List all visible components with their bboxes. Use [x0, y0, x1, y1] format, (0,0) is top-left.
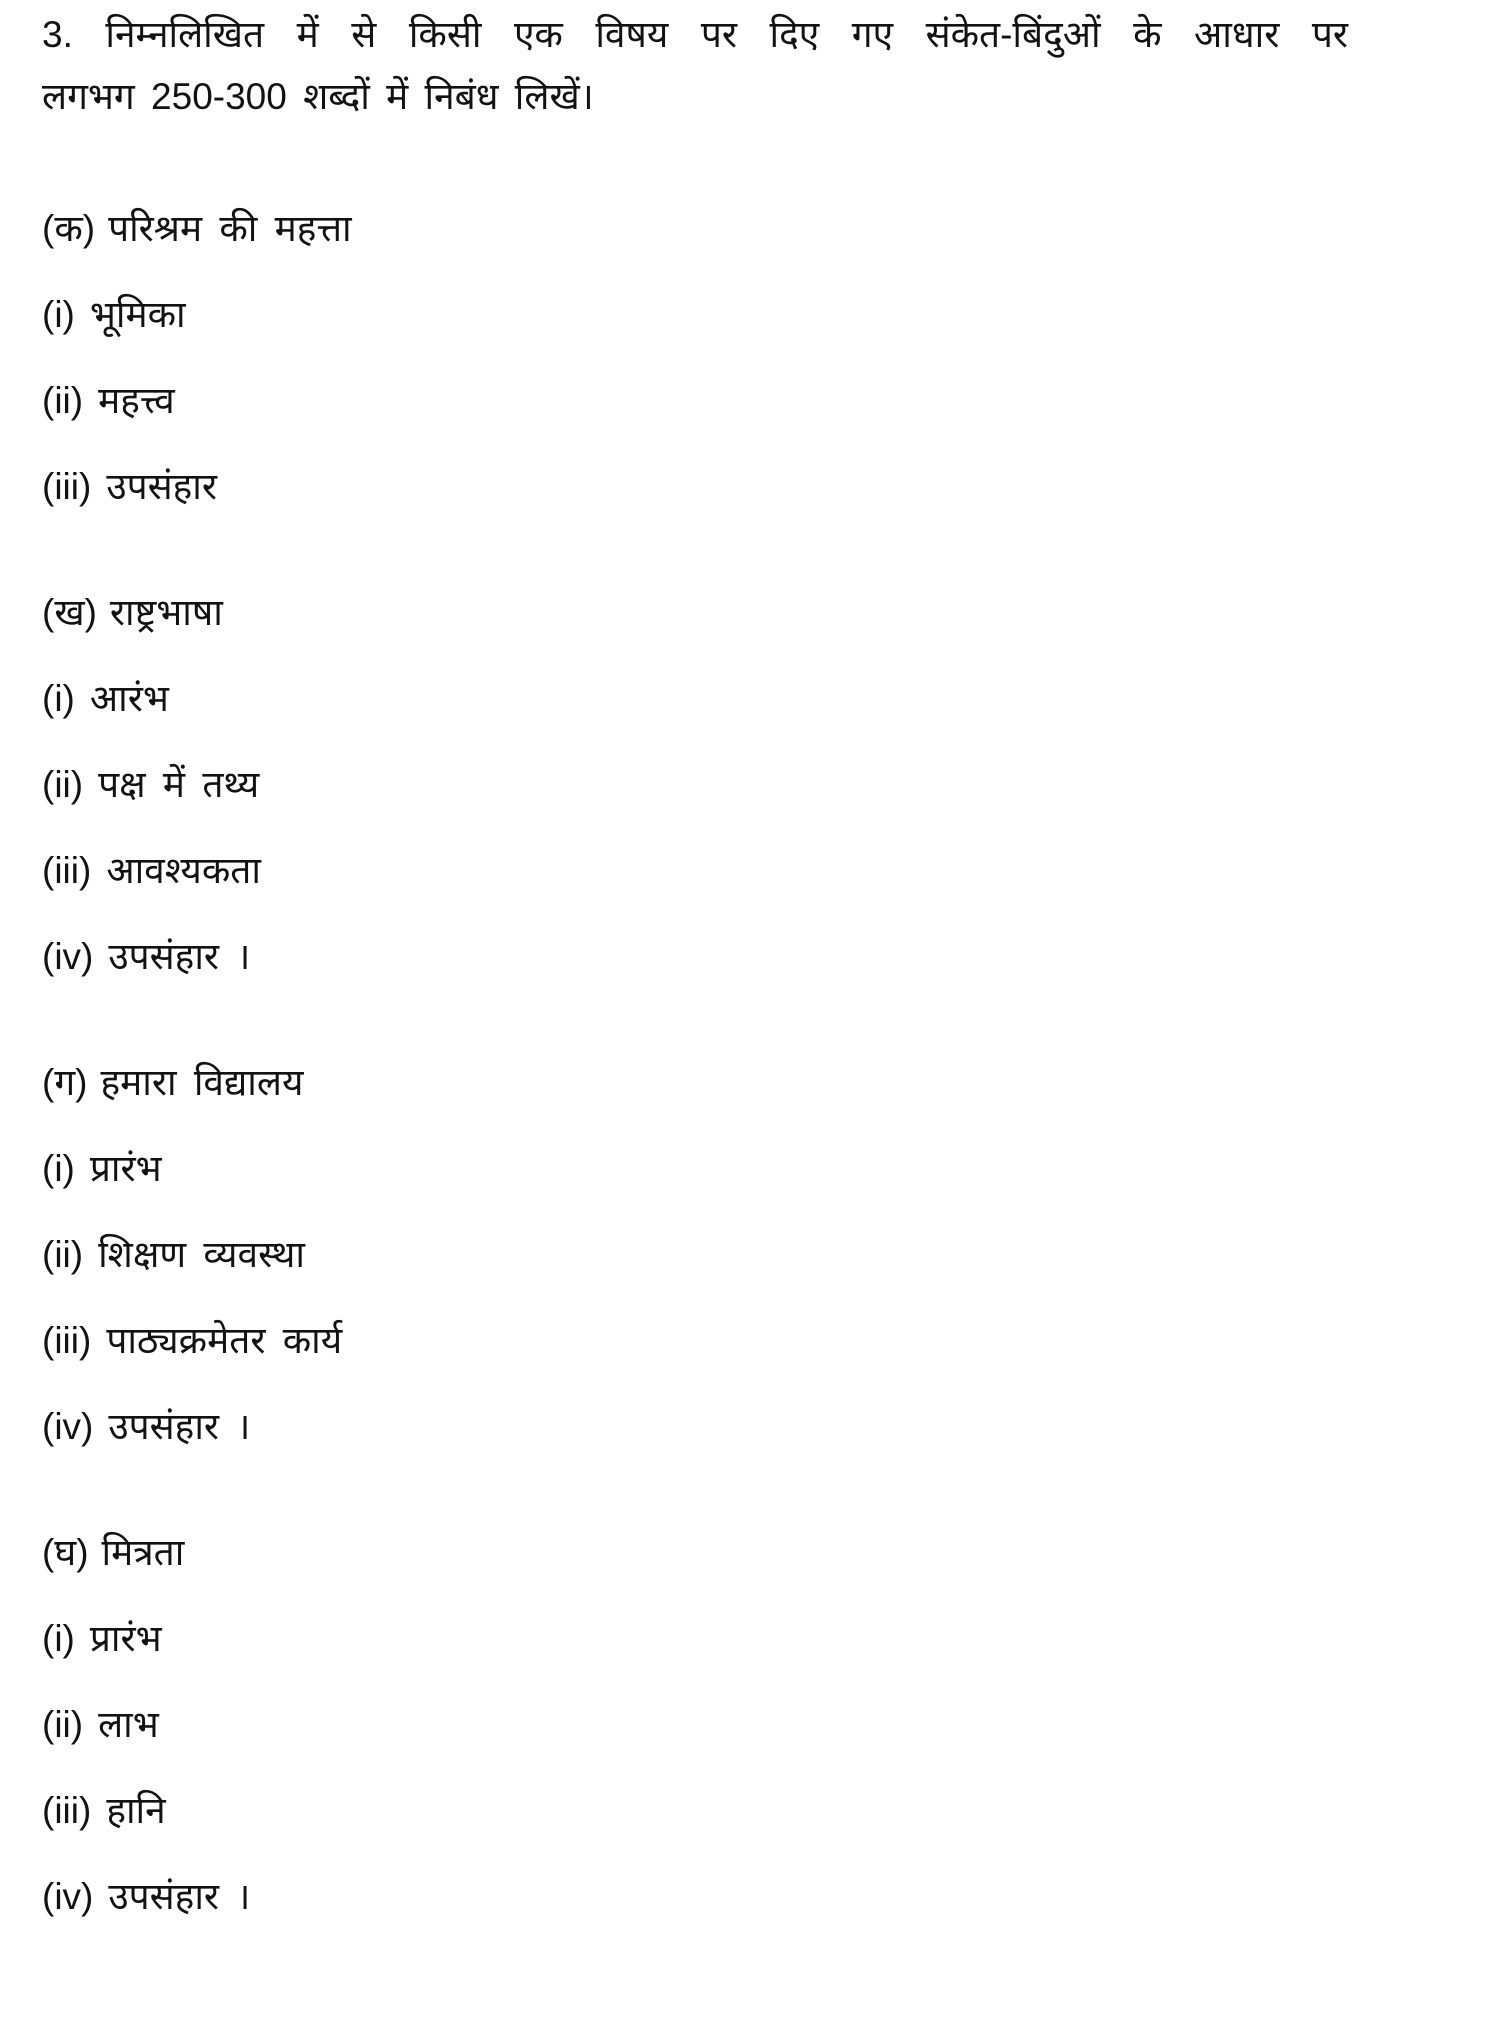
- point-text: उपसंहार: [106, 466, 217, 507]
- point-text: उपसंहार ।: [108, 1876, 251, 1917]
- topic-label: (ख): [42, 592, 97, 633]
- point-marker: (iii): [42, 1790, 92, 1831]
- hint-point: [42, 846, 1465, 896]
- point-marker: (ii): [42, 1234, 84, 1275]
- point-text: लाभ: [98, 1704, 159, 1745]
- instruction-line-1: 3. निम्नलिखित में से किसी एक विषय पर दिए गए संकेत-बिंदुओं के आधार पर: [42, 14, 1348, 55]
- topic-title: [42, 204, 1465, 254]
- hint-point: [42, 1230, 1465, 1280]
- topic-title-text: मित्रता: [101, 1532, 185, 1573]
- point-marker: (ii): [42, 380, 84, 421]
- point-marker: (iv): [42, 936, 94, 977]
- topic-title-text: हमारा विद्यालय: [100, 1062, 304, 1103]
- question-instruction: [42, 4, 1465, 128]
- topic-ka-parishram-ki-mahatta: [42, 204, 1465, 512]
- hint-point: [42, 376, 1465, 426]
- hint-point: [42, 1316, 1465, 1366]
- hint-point: [42, 462, 1465, 512]
- point-text: हानि: [106, 1790, 166, 1831]
- topic-title: [42, 1058, 1465, 1108]
- point-text: उपसंहार ।: [108, 1406, 251, 1447]
- topic-label: (घ): [42, 1532, 89, 1573]
- topic-gha-mitrata: [42, 1528, 1465, 1922]
- hint-point: [42, 674, 1465, 724]
- topic-title-text: राष्ट्रभाषा: [109, 592, 223, 633]
- hint-point: [42, 1144, 1465, 1194]
- point-marker: (iv): [42, 1406, 94, 1447]
- point-marker: (i): [42, 678, 75, 719]
- point-marker: (i): [42, 1618, 75, 1659]
- point-text: प्रारंभ: [89, 1618, 162, 1659]
- point-marker: (iii): [42, 1320, 92, 1361]
- point-text: उपसंहार ।: [108, 936, 251, 977]
- point-marker: (iii): [42, 850, 92, 891]
- hint-point: [42, 932, 1465, 982]
- topic-ga-hamara-vidyalaya: [42, 1058, 1465, 1452]
- point-text: आवश्यकता: [106, 850, 261, 891]
- point-text: आरंभ: [89, 678, 169, 719]
- hint-point: [42, 1614, 1465, 1664]
- point-marker: (iii): [42, 466, 92, 507]
- hint-point: [42, 290, 1465, 340]
- hint-point: [42, 1786, 1465, 1836]
- point-marker: (ii): [42, 764, 84, 805]
- topic-title-text: परिश्रम की महत्ता: [108, 208, 352, 249]
- topic-kha-rashtrabhasha: [42, 588, 1465, 982]
- point-marker: (i): [42, 1148, 75, 1189]
- hint-point: [42, 760, 1465, 810]
- hint-point: [42, 1872, 1465, 1922]
- point-text: पक्ष में तथ्य: [98, 764, 260, 805]
- hint-point: [42, 1402, 1465, 1452]
- point-text: प्रारंभ: [89, 1148, 162, 1189]
- point-text: पाठ्यक्रमेतर कार्य: [106, 1320, 343, 1361]
- instruction-line-2: लगभग 250-300 शब्दों में निबंध लिखें।: [42, 76, 594, 117]
- topic-label: (ग): [42, 1062, 88, 1103]
- topic-label: (क): [42, 208, 96, 249]
- point-text: शिक्षण व्यवस्था: [98, 1234, 305, 1275]
- topic-title: [42, 1528, 1465, 1578]
- topic-title: [42, 588, 1465, 638]
- point-marker: (i): [42, 294, 75, 335]
- point-text: महत्त्व: [98, 380, 175, 421]
- hint-point: [42, 1700, 1465, 1750]
- point-marker: (ii): [42, 1704, 84, 1745]
- point-text: भूमिका: [89, 294, 186, 335]
- point-marker: (iv): [42, 1876, 94, 1917]
